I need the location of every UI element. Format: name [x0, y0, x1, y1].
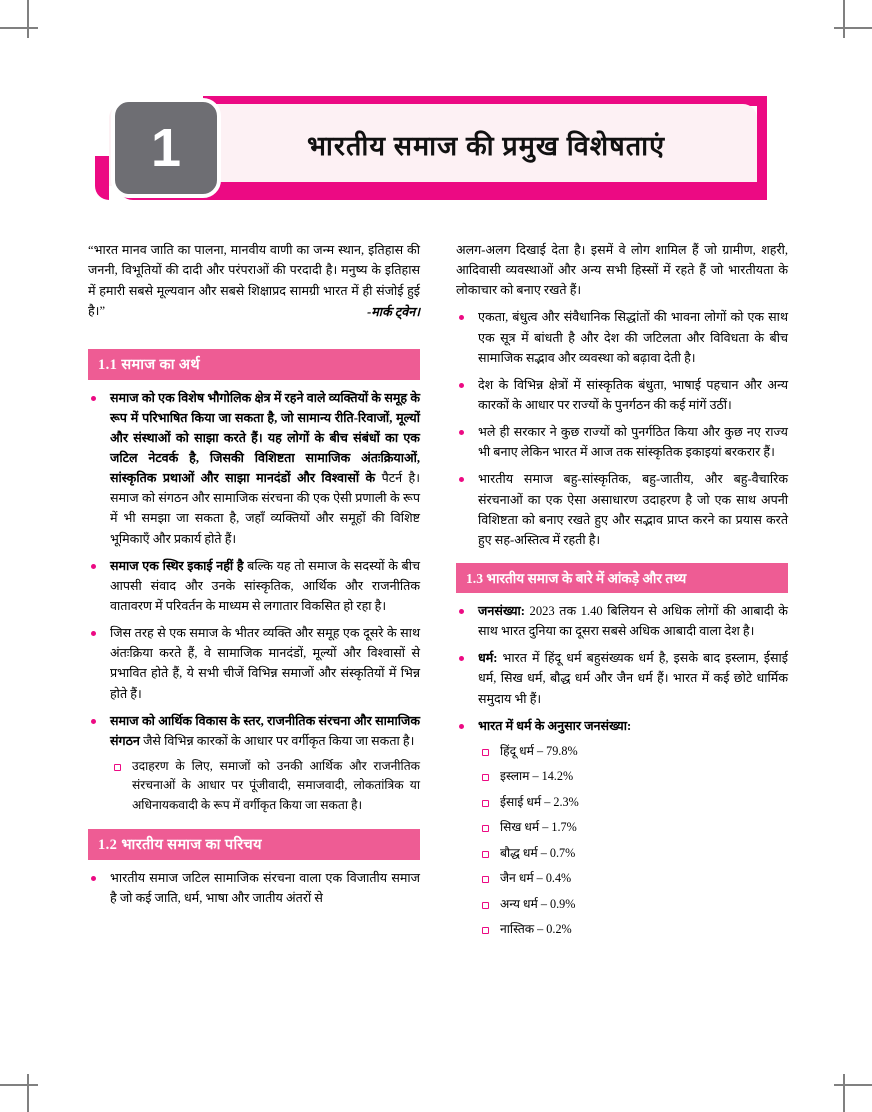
emphasis-text: समाज को एक विशेष भौगोलिक क्षेत्र में रहने वाले व्यक्तियों के समूह के रूप में परिभाषित किया जा सकता है, जो सामान्य रीति-रिवाजों, मूल्यों और संस्थाओं को साझा करते हैं। यह लोगों के बीच संबंधों का एक जटिल नेटवर्क है, जिसकी विशिष्टता सामाजिक अंतःक्रियाओं, सांस्कृतिक प्रथाओं और साझा मानदंडों और विश्वासों के [110, 390, 420, 486]
sub-list-item: नास्तिक – 0.2% [478, 920, 788, 940]
sub-list-item: उदाहरण के लिए, समाजों को उनकी आर्थिक और राजनीतिक संरचनाओं के आधार पर पूंजीवादी, समाजवादी, लोकतांत्रिक या अधिनायकवादी के रूप में वर्गीकृत किया जा सकता है। [110, 757, 420, 816]
sub-list-item: जैन धर्म – 0.4% [478, 869, 788, 889]
sub-list-item: बौद्ध धर्म – 0.7% [478, 844, 788, 864]
chapter-title: भारतीय समाज की प्रमुख विशेषताएं [306, 130, 666, 161]
sub-list-item: सिख धर्म – 1.7% [478, 818, 788, 838]
list-item: भारतीय समाज बहु-सांस्कृतिक, बहु-जातीय, और बहु-वैचारिक संरचनाओं का एक ऐसा असाधारण उदाहरण है जो एक साथ अपनी विशिष्टता को बनाए रखते हुए और सद्भाव प्राप्त करने का प्रयास करते हुए सह-अस्तित्व में रहती है। [456, 469, 788, 550]
list-item: देश के विभिन्न क्षेत्रों में सांस्कृतिक बंधुता, भाषाई पहचान और अन्य कारकों के आधार पर राज्यों के पुनर्गठन की कई मांगें उठीं। [456, 375, 788, 415]
crop-mark-top-left-horizontal [0, 27, 38, 29]
emphasis-text: धर्म: [478, 651, 498, 666]
chapter-header-banner [95, 96, 767, 214]
body-text: बल्कि यह तो समाज के सदस्यों के बीच आपसी संवाद और उनके सांस्कृतिक, आर्थिक और राजनीतिक वातावरण में परिवर्तन के माध्यम से लगातार विकसित हो रहा है। [110, 558, 420, 613]
section-1-1-bullet-list [88, 388, 420, 816]
crop-mark-bottom-right-horizontal [834, 1084, 872, 1086]
section-heading-1-2: 1.2 भारतीय समाज का परिचय [88, 829, 420, 860]
emphasis-text: समाज एक स्थिर इकाई नहीं है [110, 558, 244, 573]
section-1-2-continuation [456, 240, 788, 550]
list-item [88, 556, 420, 616]
list-item: एकता, बंधुत्व और संवैधानिक सिद्धांतों की भावना लोगों को एक साथ एक सूत्र में बांधती है और देश की जटिलता और विविधता के बीच सामाजिक सद्भाव और व्यवस्था को बढ़ावा देती है। [456, 307, 788, 367]
crop-mark-top-right-horizontal [834, 27, 872, 29]
page-body [88, 240, 788, 947]
list-item [456, 648, 788, 708]
sub-list [478, 742, 788, 940]
body-text: 2023 तक 1.40 बिलियन से अधिक लोगों की आबादी के साथ भारत दुनिया का दूसरा सबसे अधिक आबादी वाला देश है। [478, 603, 788, 639]
quote-text: “भारत मानव जाति का पालना, मानवीय वाणी का जन्म स्थान, इतिहास की जननी, विभूतियों की दादी और परंपराओं की परदादी है। मनुष्य के इतिहास में हमारी सबसे मूल्यवान और सबसे शिक्षाप्रद सामग्री भारत में ही संजोई हुई है।” [88, 243, 420, 319]
section-1-3-bullet-list [456, 601, 788, 940]
body-text: पैटर्न है। समाज को संगठन और सामाजिक संरचना की एक ऐसी प्रणाली के रूप में भी समझा जा सकता है, जहाँ व्यक्तियों और समूहों की विशिष्ट भूमिकाएँ और प्रकार्य होते हैं। [110, 471, 420, 546]
sub-list-item: अन्य धर्म – 0.9% [478, 895, 788, 915]
list-item [88, 868, 420, 908]
crop-mark-bottom-left-vertical [27, 1074, 29, 1112]
right-column [456, 240, 788, 947]
section-1-2-bullet-list [88, 868, 420, 908]
paragraph: अलग-अलग दिखाई देता है। इसमें वे लोग शामिल हैं जो ग्रामीण, शहरी, आदिवासी व्यवस्थाओं और अन्य सभी हिस्सों में रहते हैं जो भारतीयता के लोकाचार को बनाए रखते हैं। [456, 243, 788, 298]
list-item [88, 388, 420, 549]
continuation-bullet-list [456, 375, 788, 415]
list-item: भले ही सरकार ने कुछ राज्यों को पुनर्गठित किया और कुछ नए राज्य भी बनाए लेकिन भारत में आज तक सांस्कृतिक इकाइयां बरकरार हैं। [456, 422, 788, 462]
header-accent-bar-right [757, 96, 767, 192]
crop-mark-top-left-vertical [27, 0, 29, 38]
emphasis-text: समाज को आर्थिक विकास के स्तर, राजनीतिक संरचना और सामाजिक संगठन [110, 713, 420, 748]
list-item [88, 711, 420, 816]
section-heading-1-1: 1.1 समाज का अर्थ [88, 349, 420, 380]
opening-quote [88, 240, 420, 322]
crop-mark-top-right-vertical [843, 0, 845, 38]
sub-list-item: इस्लाम – 14.2% [478, 767, 788, 787]
sub-list [110, 757, 420, 816]
body-text: भारतीय समाज जटिल सामाजिक संरचना वाला एक विजातीय समाज है जो कई जाति, धर्म, भाषा और जातीय अंतरों से [110, 870, 420, 905]
crop-mark-bottom-right-vertical [843, 1074, 845, 1112]
emphasis-text: भारत में धर्म के अनुसार जनसंख्या: [478, 718, 632, 733]
list-item [456, 716, 788, 940]
body-text: भारत में हिंदू धर्म बहुसंख्यक धर्म है, इसके बाद इस्लाम, ईसाई धर्म, सिख धर्म, बौद्ध धर्म और जैन धर्म हैं। भारत में कई छोटे धार्मिक समुदाय भी हैं। [478, 651, 788, 706]
section-heading-1-3: 1.3 भारतीय समाज के बारे में आंकड़े और तथ्य [456, 563, 788, 593]
continuation-bullet-list [456, 307, 788, 367]
sub-list-item: ईसाई धर्म – 2.3% [478, 793, 788, 813]
left-column [88, 240, 420, 947]
chapter-number-badge: 1 [111, 98, 221, 198]
list-item [88, 623, 420, 704]
quote-attribution: -मार्क ट्वेन। [367, 305, 420, 320]
continuation-bullet-list [456, 422, 788, 462]
body-text: जैसे विभिन्न कारकों के आधार पर वर्गीकृत किया जा सकता है। [139, 733, 415, 748]
sub-list-item: हिंदू धर्म – 79.8% [478, 742, 788, 762]
list-item [456, 601, 788, 641]
emphasis-text: जनसंख्या: [478, 603, 525, 618]
crop-mark-bottom-left-horizontal [0, 1084, 38, 1086]
body-text: जिस तरह से एक समाज के भीतर व्यक्ति और समूह एक दूसरे के साथ अंतःक्रिया करते हैं, वे सामाजिक मानदंडों, मूल्यों और विश्वासों से प्रभावित होते हैं, ये सभी चीजें विभिन्न समाजों और संस्कृतियों में भिन्न होते हैं। [110, 626, 420, 701]
continuation-bullet-list [456, 469, 788, 550]
header-accent-bar-left [95, 156, 109, 200]
